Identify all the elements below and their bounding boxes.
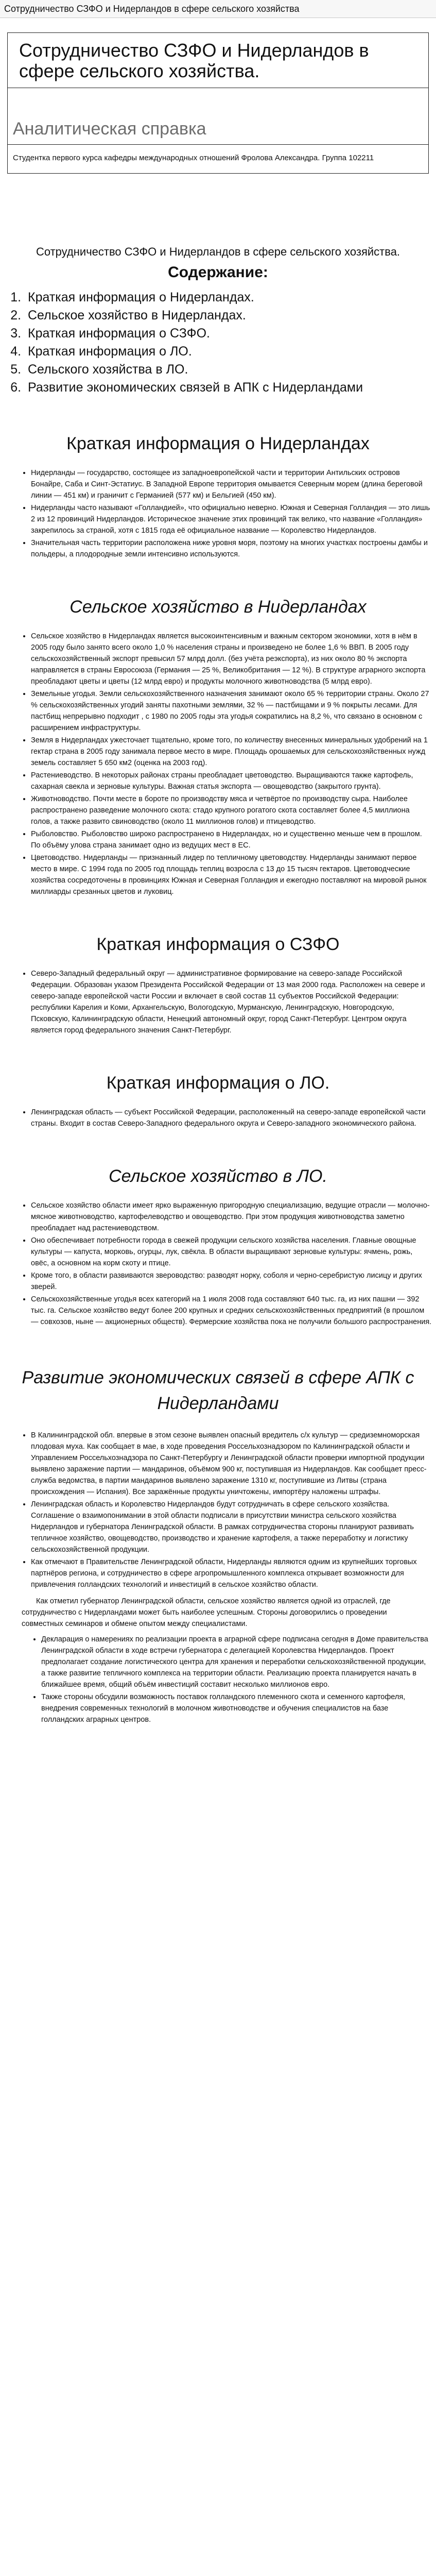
- list-item: • Рыболовство. Рыболовство широко распространено в Нидерландах, но и существенно меньше чем в прошлом. По объёму улова страна занимает одно из ведущих мест в ЕС.: [31, 828, 432, 851]
- toc-item[interactable]: 6. Развитие экономических связей в АПК с Нидерландами: [25, 379, 432, 397]
- list-item: • Сельское хозяйство в Нидерландах является высокоинтенсивным и важным сектором экономики, хотя в нём в 2005 году было занято всего около 1,0 % населения страны и произведено не более 1,6 % ВВП. В 2005 году сельскохозяйственный экспорт превысил 57 млрд долл. (без учёта реэкспорта), из них около 80 % экспорта направляется в страны Евросоюза (Германия — 25 %, Великобритания — 12 %). В структуре аграрного экспорта преобладают цветы и цветы (12 млрд евро) и продукты молочного животноводства (5 млрд евро).: [31, 631, 432, 687]
- list-item: • Ленинградская область и Королевство Нидерландов будут сотрудничать в сфере сельского хозяйства. Соглашение о взаимопонимании в этой области подписали в присутствии министра сельского хозяйства Нидерландов и губернатора Ленинградской области. В рамках сотрудничества стороны планируют развивать тепличное хозяйство, овощеводство, производство и хранение картофеля, а также переработку и логистику сельскохозяйственной продукции.: [31, 1499, 432, 1555]
- nl-agri-list: [4, 631, 432, 897]
- document-page: [0, 32, 436, 1725]
- cover-author: Студентка первого курса кафедры международных отношений Фролова Александра. Группа 102211: [13, 154, 374, 162]
- contents-heading: Содержание:: [168, 264, 268, 281]
- section-heading-szfo-info: Краткая информация о СЗФО: [96, 935, 340, 954]
- relations-paragraph: Как отметил губернатор Ленинградской области, сельское хозяйство является одной из отраслей, где сотрудничество с Нидерландами может быть наиболее успешным. Стороны договорились о проведении совместных семинаров и обмене опытом между специалистами.: [22, 1597, 391, 1628]
- list-item: • Сельское хозяйство области имеет ярко выраженную пригородную специализацию, ведущие отрасли — молочно-мясное животноводство, картофелеводство и овощеводство. При этом продукция животноводства заметно преобладает над растениеводством.: [31, 1200, 432, 1234]
- list-item: • Северо-Западный федеральный округ — административное формирование на северо-западе Российской Федерации. Образован указом Президента Российской Федерации от 13 мая 2000 года. Расположен на севере и северо-западе европейской части России и включает в свой состав 11 субъектов Российской Федерации: республики Карелия и Коми, Архангельскую, Вологодскую, Мурманскую, Ленинградскую, Новгородскую, Псковскую, Калининградскую области, Ненецкий автономный округ, город Санкт-Петербург. Центром округа является город федерального значения Санкт-Петербург.: [31, 968, 432, 1036]
- toc-item[interactable]: 1. Краткая информация о Нидерландах.: [25, 289, 432, 307]
- section-heading-lo-agri: Сельское хозяйство в ЛО.: [109, 1166, 327, 1186]
- toc-item[interactable]: 4. Краткая информация о ЛО.: [25, 343, 432, 361]
- list-item: • Сельскохозяйственные угодья всех категорий на 1 июля 2008 года составляют 640 тыс. га, из них пашни — 392 тыс. га. Сельское хозяйство ведут более 200 крупных и средних сельскохозяйственных предприятий (в прошлом — совхозов, ныне — акционерных обществ). Фермерские хозяйства пока не получили большого распространения.: [31, 1294, 432, 1328]
- section-heading-relations: Развитие экономических связей в сфере АПК с Нидерландами: [22, 1368, 414, 1413]
- list-item: • Значительная часть территории расположена ниже уровня моря, поэтому на многих участках построены дамбы и польдеры, а плодородные земли интенсивно используются.: [31, 537, 432, 560]
- window-title: Сотрудничество СЗФО и Нидерландов в сфере сельского хозяйства: [0, 0, 436, 18]
- section-heading-nl-info: Краткая информация о Нидерландах: [66, 434, 370, 453]
- list-item: • Земельные угодья. Земли сельскохозяйственного назначения занимают около 65 % территории страны. Около 27 % сельскохозяйственных угодий заняты пахотными землями, 32 % — пастбищами и 9 % покрыты лесами. Для пастбищ непрерывно подходит , с 1980 по 2005 годы эта угодья сократились на 8,2 %, что связано в основном с расширением инфраструктуры.: [31, 688, 432, 734]
- cover-title: Сотрудничество СЗФО и Нидерландов в сфере сельского хозяйства.: [8, 33, 428, 88]
- table-of-contents: [4, 289, 432, 397]
- list-item: • Декларация о намерениях по реализации проекта в аграрной сфере подписана сегодня в Доме правительства Ленинградской области в ходе встречи губернатора с делегацией Королевства Нидерландов. Проект предполагает создание логистического центра для хранения и переработки сельскохозяйственной продукции, а также развитие тепличного комплекса на территории области. Реализацию проекта планируется начать в ближайшее время, общий объём инвестиций составит несколько миллионов евро.: [41, 1634, 432, 1690]
- list-item: • Земля в Нидерландах ужесточает тщательно, кроме того, по количеству внесенных минеральных удобрений на 1 гектар страна в 2005 году занимала первое место в мире. Площадь орошаемых для сельскохозяйственных нужд земель составляет 5 650 км2 (оценка на 2003 год).: [31, 735, 432, 769]
- list-item: • Животноводство. Почти месте в бороте по производству мяса и четвёртое по производству сыра. Наиболее распространено разведение молочного скота: стадо крупного рогатого скота составляет более 4,5 миллиона голов, а также развито свиноводство (около 11 миллионов голов) и птицеводство.: [31, 793, 432, 827]
- nl-info-list: [4, 467, 432, 560]
- list-item: • Нидерланды часто называют «Голландией», что официально неверно. Южная и Северная Голландия — это лишь 2 из 12 провинций Нидерландов. Историческое значение этих провинций так велико, что название «Голландия» закрепилось за страной, хотя с 1815 года её официальное название — Королевство Нидерландов.: [31, 502, 432, 536]
- relations-sub-list: [4, 1634, 432, 1725]
- list-item: • Цветоводство. Нидерланды — признанный лидер по тепличному цветоводству. Нидерланды занимают первое место в мире. С 1994 года по 2005 год площадь теплиц возросла с 13 до 15 тысяч гектаров. Цветоводческие хозяйства сосредоточены в провинциях Южная и Северная Голландия и ежегодно поставляют на мировой рынок миллиарды срезанных цветов и луковиц.: [31, 852, 432, 897]
- toc-item[interactable]: 3. Краткая информация о СЗФО.: [25, 325, 432, 343]
- lo-info-list: [4, 1107, 432, 1129]
- list-item: • Оно обеспечивает потребности города в свежей продукции сельского хозяйства населения. Главные овощные культуры — капуста, морковь, огурцы, лук, свёкла. В области выращивают зерновые культуры: ячмень, рожь, овёс, а основном на корм скоту и птице.: [31, 1235, 432, 1269]
- lo-agri-list: [4, 1200, 432, 1328]
- section-heading-nl-agri: Сельское хозяйство в Нидерландах: [69, 597, 367, 617]
- list-item: • В Калининградской обл. впервые в этом сезоне выявлен опасный вредитель с/х культур — средиземноморская плодовая муха. Как сообщает в мае, в ходе проведения Россельхознадзором по Калининградской области и Управлением Россельхознадзора по Санкт-Петербургу и Ленинградской области проверки импортной продукции выявлено заражение партии — мандаринов, объёмом 900 кг, поступившая из Нидерландов. Как сообщает пресс-служба ведомства, в партии мандаринов выявлено заражение 1310 кг, поступившие из Литвы (страна происхождения — Испания). Все заражённые продукты уничтожены, импортёру наложены штрафы.: [31, 1430, 432, 1498]
- cover-subtitle: Аналитическая справка: [8, 88, 428, 145]
- section-heading-lo-info: Краткая информация о ЛО.: [106, 1073, 330, 1093]
- list-item: • Кроме того, в области развиваются звероводство: разводят норку, соболя и черно-серебристую лисицу и других зверей.: [31, 1270, 432, 1293]
- list-item: • Также стороны обсудили возможность поставок голландского племенного скота и семенного картофеля, внедрения современных технологий в молочном животноводстве и обучения специалистов на базе голландских аграрных центров.: [41, 1691, 432, 1725]
- list-item: • Растениеводство. В некоторых районах страны преобладает цветоводство. Выращиваются также картофель, сахарная свекла и зерновые культуры. Важная статья экспорта — овощеводство (закрытого грунта).: [31, 770, 432, 792]
- document-title: Сотрудничество СЗФО и Нидерландов в сфере сельского хозяйства.: [36, 245, 400, 258]
- list-item: • Как отмечают в Правительстве Ленинградской области, Нидерланды являются одним из крупнейших торговых партнёров региона, и сотрудничество в сфере агропромышленного комплекса открывает возможности для привлечения голландских технологий и инвестиций в сельское хозяйство области.: [31, 1556, 432, 1590]
- relations-list: [4, 1430, 432, 1590]
- cover-table: [7, 32, 429, 174]
- toc-item[interactable]: 5. Сельского хозяйства в ЛО.: [25, 361, 432, 379]
- list-item: • Нидерланды — государство, состоящее из западноевропейской части и территории Антильских островов Бонайре, Саба и Синт-Эстатиус. В Западной Европе территория омывается Северным морем (длина береговой линии — 451 км) и граничит с Германией (577 км) и Бельгией (450 км).: [31, 467, 432, 501]
- list-item: • Ленинградская область — субъект Российской Федерации, расположенный на северо-западе европейской части страны. Входит в состав Северо-Западного федерального округа и Северо-западного экономического района.: [31, 1107, 432, 1129]
- toc-item[interactable]: 2. Сельское хозяйство в Нидерландах.: [25, 307, 432, 325]
- szfo-info-list: [4, 968, 432, 1036]
